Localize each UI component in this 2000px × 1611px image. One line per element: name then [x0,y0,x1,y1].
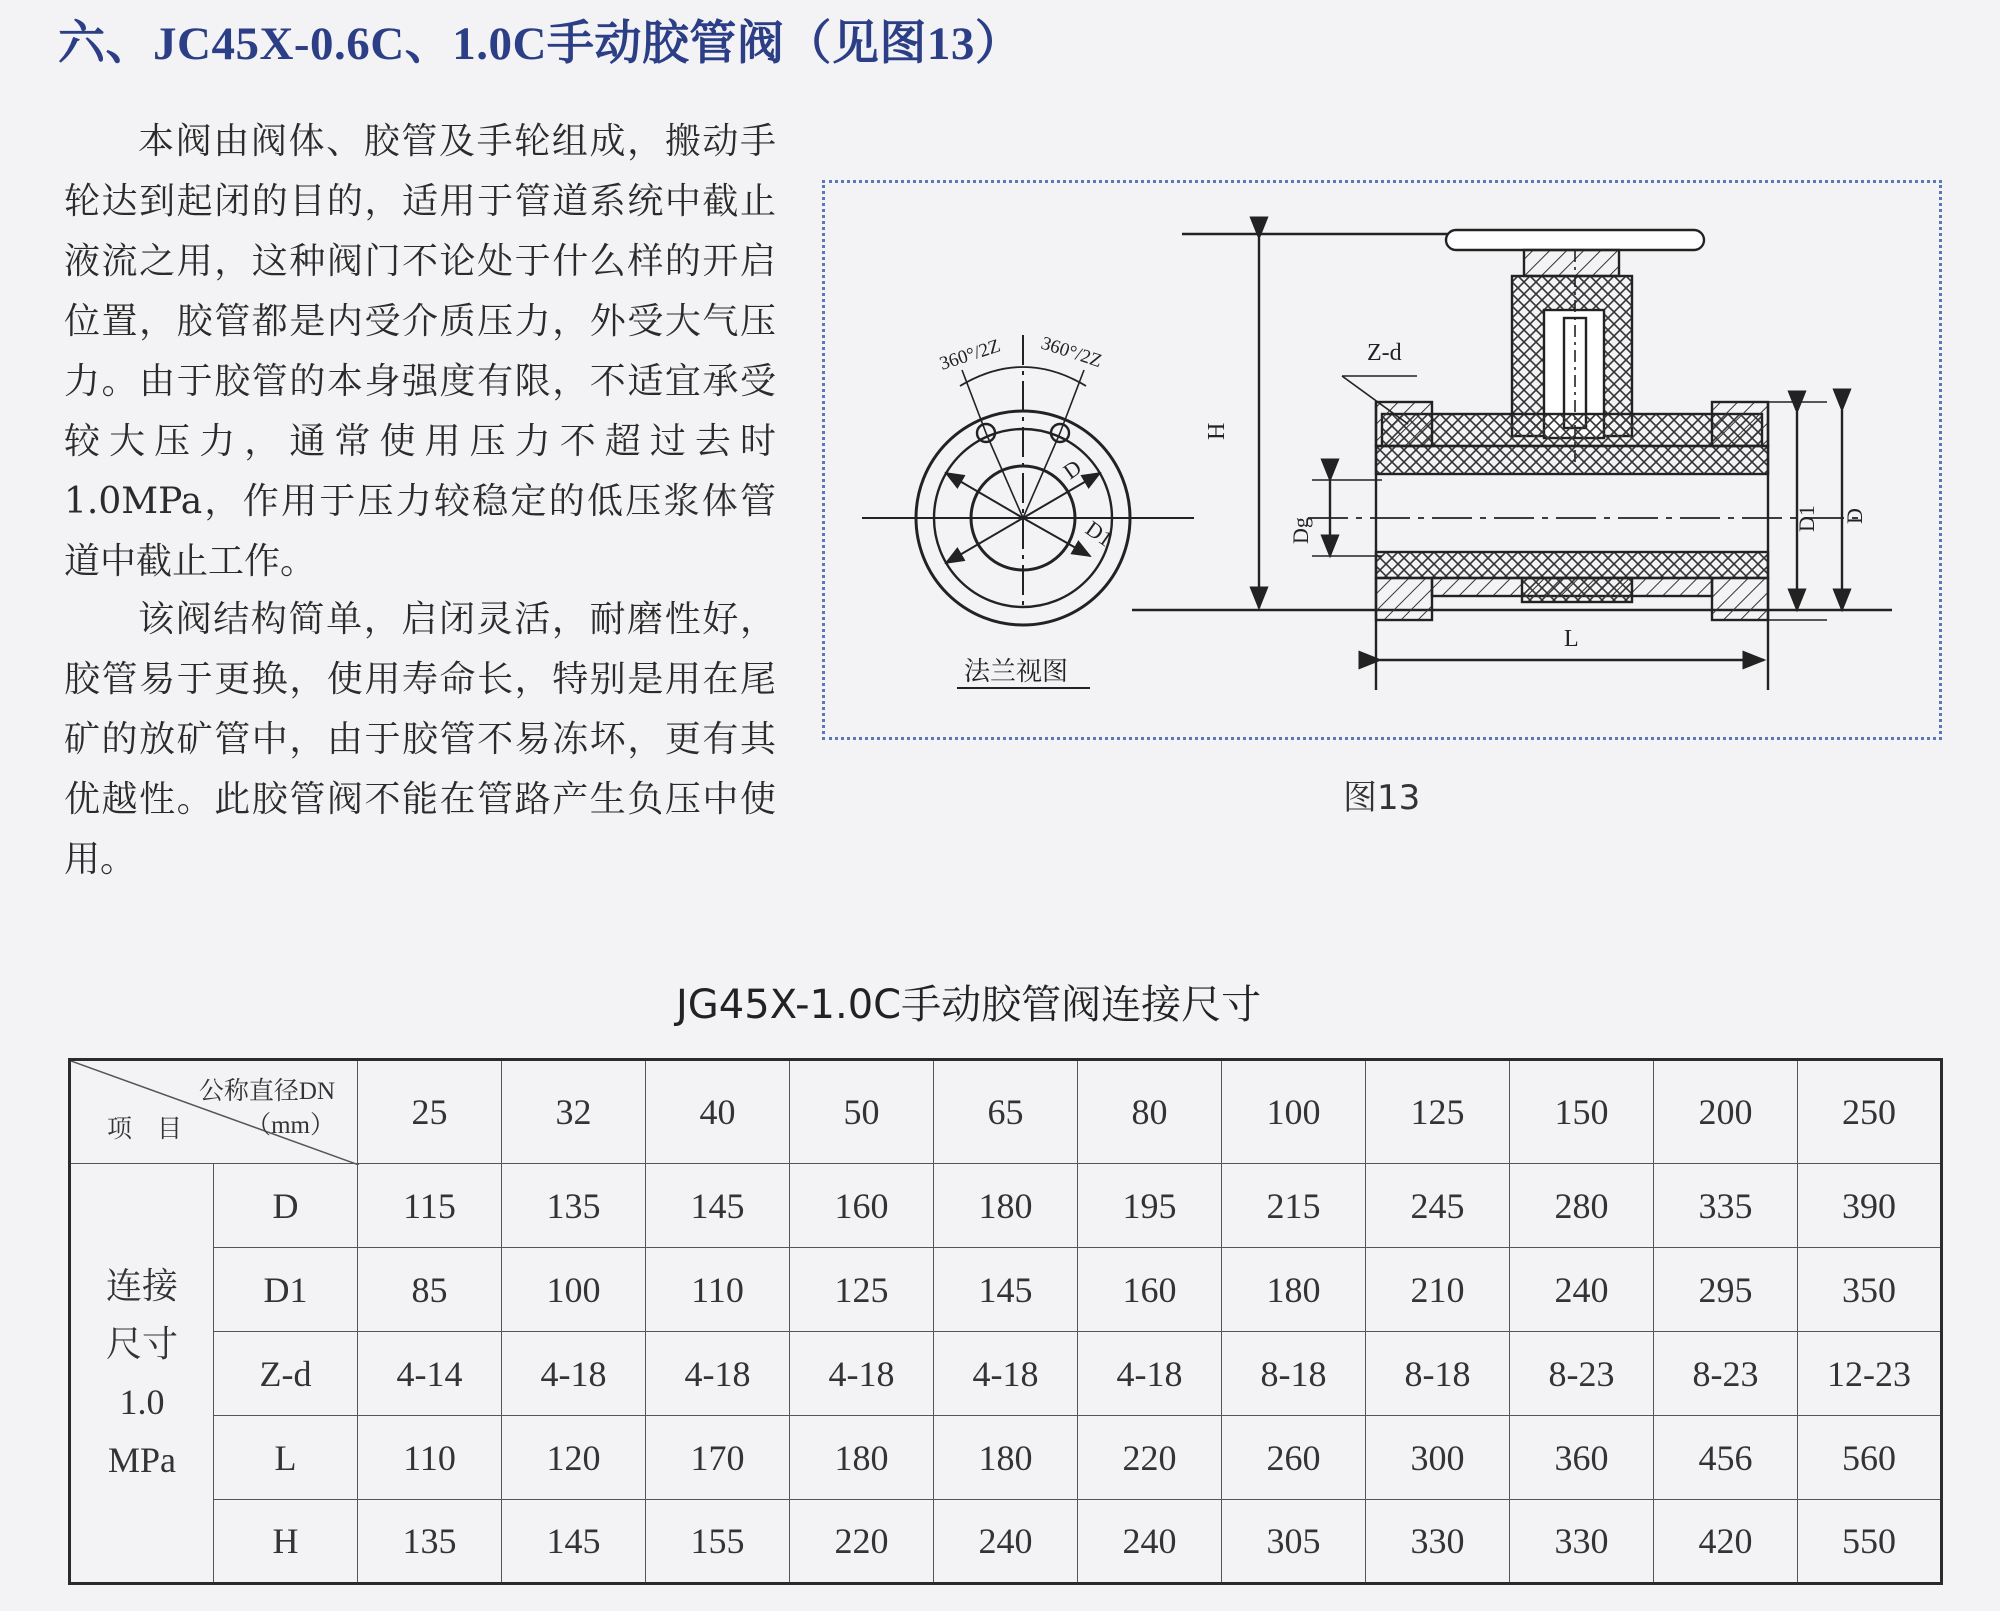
table-title: JG45X-1.0C手动胶管阀连接尺寸 [676,982,1262,1028]
table-cell: 180 [934,1164,1078,1248]
diameter-cell: 65 [934,1060,1078,1164]
table-cell: 220 [790,1500,934,1584]
diameter-cell: 50 [790,1060,934,1164]
table-cell: 160 [790,1164,934,1248]
table-cell: 120 [502,1416,646,1500]
diameter-cell: 250 [1798,1060,1942,1164]
header-nominal-diameter: 公称直径DN [198,1078,335,1105]
table-cell: 330 [1510,1500,1654,1584]
table-row [70,1332,1942,1416]
label-Zd: Z-d [1367,340,1402,366]
table-cell: 180 [1222,1248,1366,1332]
table-cell: 160 [1078,1248,1222,1332]
angle-label-left: 360°/2Z [937,335,1003,375]
table-row [70,1248,1942,1332]
table-cell: 115 [358,1164,502,1248]
table-cell: 8-18 [1222,1332,1366,1416]
label-H: H [1204,422,1230,440]
group-label-line: 尺寸 [105,1324,178,1364]
table-cell: 240 [934,1500,1078,1584]
table-cell: 335 [1654,1164,1798,1248]
table-row [70,1164,1942,1248]
header-item: 项 目 [107,1116,183,1143]
table-cell: 240 [1078,1500,1222,1584]
diameter-cell: 100 [1222,1060,1366,1164]
header-corner-cell [70,1060,358,1164]
group-label-line: 1.0 [119,1382,165,1422]
table-cell: 245 [1366,1164,1510,1248]
table-cell: 145 [646,1164,790,1248]
diameter-cell: 40 [646,1060,790,1164]
dimension-table [68,1058,1943,1585]
table-cell: 4-14 [358,1332,502,1416]
table-cell: 8-18 [1366,1332,1510,1416]
table-cell: 4-18 [934,1332,1078,1416]
table-cell: 145 [934,1248,1078,1332]
flange-view-label: 法兰视图 [964,657,1069,687]
table-cell: 100 [502,1248,646,1332]
valve-section [1132,230,1892,690]
table-cell: 12-23 [1798,1332,1942,1416]
table-cell: 4-18 [1078,1332,1222,1416]
table-cell: 560 [1798,1416,1942,1500]
table-cell: 330 [1366,1500,1510,1584]
table-cell: 456 [1654,1416,1798,1500]
table-cell: 210 [1366,1248,1510,1332]
table-cell: 125 [790,1248,934,1332]
table-cell: 420 [1654,1500,1798,1584]
table-cell: 360 [1510,1416,1654,1500]
table-cell: 390 [1798,1164,1942,1248]
table-cell: 8-23 [1510,1332,1654,1416]
flange-label-D: D [1058,454,1086,485]
section-heading: 六、JC45X-0.6C、1.0C手动胶管阀（见图13） [58,18,1023,70]
row-label: Z-d [214,1332,358,1416]
table-cell: 4-18 [646,1332,790,1416]
diameter-cell: 32 [502,1060,646,1164]
table-cell: 295 [1654,1248,1798,1332]
table-cell: 240 [1510,1248,1654,1332]
label-D1-right: D1 [1794,505,1819,532]
row-label: L [214,1416,358,1500]
table-cell: 180 [790,1416,934,1500]
table-cell: 135 [502,1164,646,1248]
group-label [70,1164,214,1584]
table-cell: 8-23 [1654,1332,1798,1416]
header-row [70,1060,1942,1164]
header-unit: （mm） [246,1112,335,1139]
table-cell: 215 [1222,1164,1366,1248]
figure-caption: 图13 [1343,778,1421,818]
table-cell: 155 [646,1500,790,1584]
table-cell: 280 [1510,1164,1654,1248]
group-label-line: 连接 [105,1266,178,1306]
diameter-cell: 80 [1078,1060,1222,1164]
table-cell: 4-18 [790,1332,934,1416]
table-cell: 4-18 [502,1332,646,1416]
description-paragraph-2: 该阀结构简单，启闭灵活，耐磨性好，胶管易于更换，使用寿命长，特别是用在尾矿的放矿管中，由于胶管不易冻坏，更有其优越性。此胶管阀不能在管路产生负压中使用。 [64,599,776,880]
label-D-right: D [1842,508,1867,524]
diameter-cell: 25 [358,1060,502,1164]
table-cell: 135 [358,1500,502,1584]
row-label: D1 [214,1248,358,1332]
group-label-line: MPa [107,1440,176,1480]
table-cell: 550 [1798,1500,1942,1584]
table-cell: 170 [646,1416,790,1500]
table-cell: 110 [358,1416,502,1500]
flange-view [862,332,1194,688]
table-cell: 145 [502,1500,646,1584]
table-cell: 300 [1366,1416,1510,1500]
label-L: L [1564,626,1579,652]
description-paragraph-1: 本阀由阀体、胶管及手轮组成，搬动手轮达到起闭的目的，适用于管道系统中截止液流之用，这种阀门不论处于什么样的开启位置，胶管都是内受介质压力，外受大气压力。由于胶管的本身强度有限，不适宜承受较大压力，通常使用压力不超过去时1.0MPa，作用于压力较稳定的低压浆体管道中截止工作。 [64,121,776,582]
row-label: D [214,1164,358,1248]
table-cell: 85 [358,1248,502,1332]
flange-label-D1: D1 [1081,515,1118,552]
valve-drawing [822,180,1942,740]
diameter-cell: 125 [1366,1060,1510,1164]
table-cell: 180 [934,1416,1078,1500]
angle-label-right: 360°/2Z [1038,332,1105,373]
table-cell: 305 [1222,1500,1366,1584]
table-cell: 195 [1078,1164,1222,1248]
table-cell: 260 [1222,1416,1366,1500]
table-cell: 220 [1078,1416,1222,1500]
table-cell: 350 [1798,1248,1942,1332]
label-Dg: Dg [1288,517,1313,544]
diameter-cell: 200 [1654,1060,1798,1164]
row-label: H [214,1500,358,1584]
diameter-cell: 150 [1510,1060,1654,1164]
table-row [70,1500,1942,1584]
table-row [70,1416,1942,1500]
table-cell: 110 [646,1248,790,1332]
